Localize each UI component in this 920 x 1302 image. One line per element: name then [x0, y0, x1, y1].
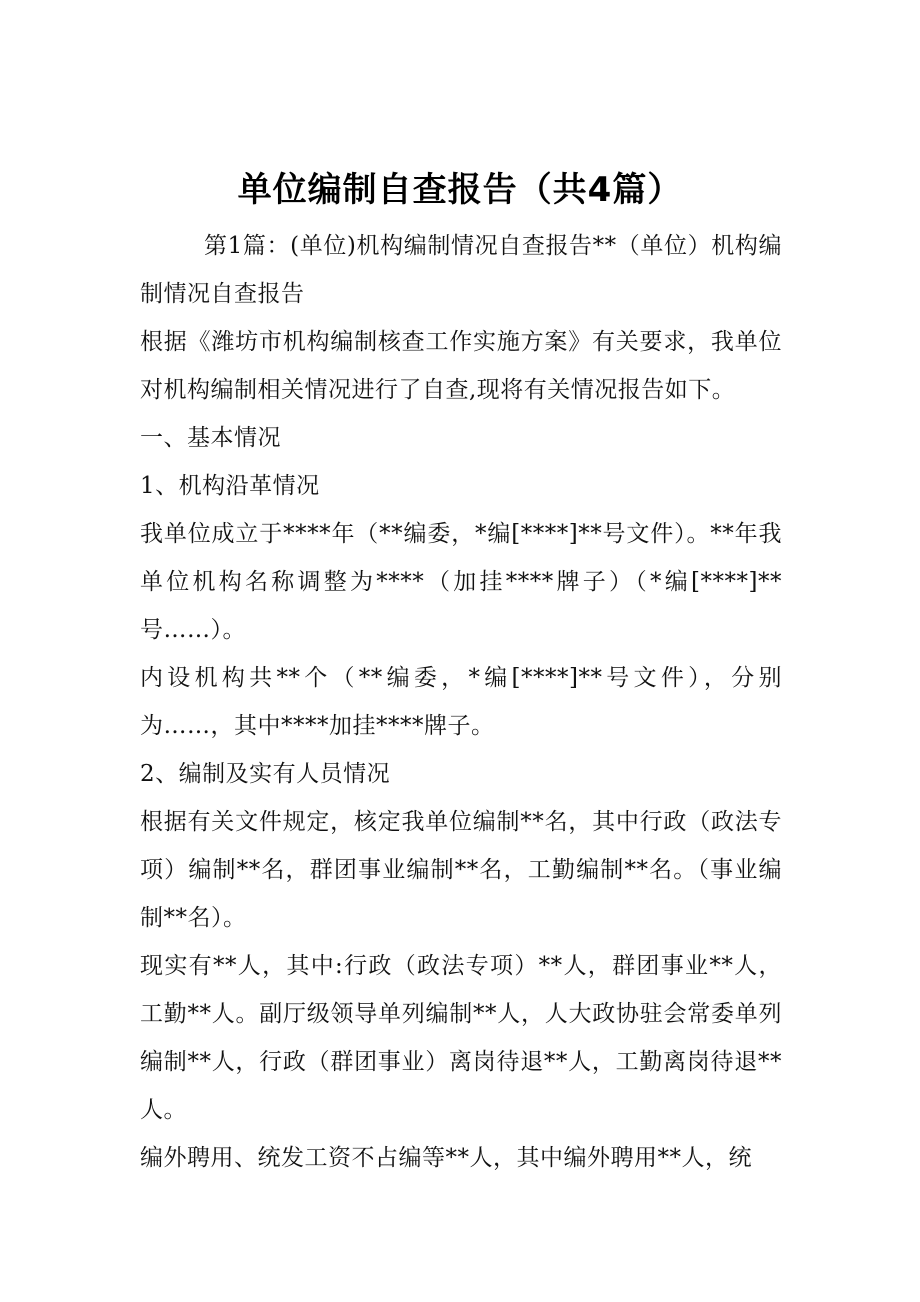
- paragraph-staffing-quota: 根据有关文件规定，核定我单位编制**名，其中行政（政法专项）编制**名，群团事业编制**名，工勤编制**名。（事业编制**名）。: [140, 809, 782, 931]
- paragraph-basis: 根据《潍坊市机构编制核查工作实施方案》有关要求，我单位对机构编制相关情况进行了自查,现将有关情况报告如下。: [140, 329, 782, 403]
- subsection-heading-staffing: 2、编制及实有人员情况: [140, 761, 391, 787]
- document-body: [140, 222, 782, 1182]
- paragraph-intro: 第1篇：(单位)机构编制情况自查报告**（单位）机构编制情况自查报告: [140, 233, 782, 307]
- paragraph-actual-staff: 现实有**人，其中:行政（政法专项）**人，群团事业**人，工勤**人。副厅级领导单列编制**人，人大政协驻会常委单列编制**人，行政（群团事业）离岗待退**人，工勤离岗待退**人。: [140, 953, 782, 1123]
- paragraph-history: 我单位成立于****年（**编委，*编[****]**号文件）。**年我单位机构名称调整为****（加挂****牌子）（*编[****]**号……）。: [140, 521, 782, 643]
- paragraph-contract-staff: 编外聘用、统发工资不占编等**人，其中编外聘用**人，统: [140, 1145, 752, 1171]
- subsection-heading-history: 1、机构沿革情况: [140, 473, 320, 499]
- section-heading-basic: 一、基本情况: [140, 425, 281, 451]
- paragraph-internal-units: 内设机构共**个（**编委，*编[****]**号文件），分别为……，其中****加挂****牌子。: [140, 665, 782, 739]
- document-title: 单位编制自查报告（共4篇）: [237, 169, 683, 210]
